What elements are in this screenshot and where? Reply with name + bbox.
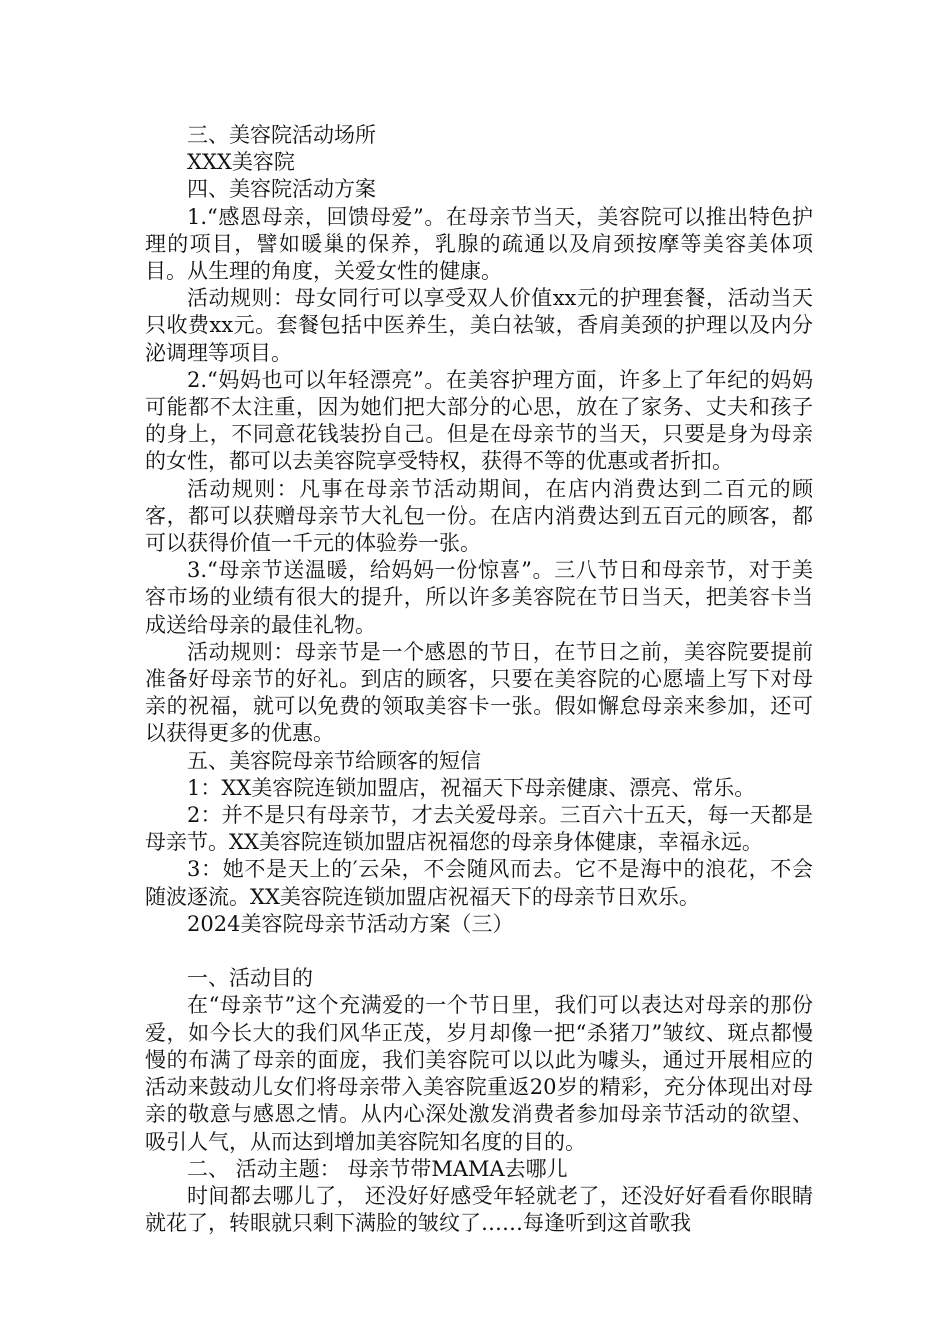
plan-item-2: 2.“妈妈也可以年轻漂亮”。在美容护理方面，许多上了年纪的妈妈可能都不太注重，因为她们把大部分的心思，放在了家务、丈夫和孩子的身上，不同意花钱装扮自己。但是在母亲节的当天，只要是身为母亲的女性，都可以去美容院享受特权，获得不等的优惠或者折扣。 — [145, 367, 813, 474]
plan-item-1-rules: 活动规则：母女同行可以享受双人价值xx元的护理套餐，活动当天只收费xx元。套餐包括中医养生，美白祛皱，香肩美颈的护理以及内分泌调理等项目。 — [145, 286, 813, 365]
venue-name: XXX美容院 — [187, 150, 295, 175]
sms-item-1: 1：XX美容院连锁加盟店，祝福天下母亲健康、漂亮、常乐。 — [187, 775, 756, 800]
sms-item-3: 3：她不是天上的′云朵，不会随风而去。它不是海中的浪花，不会随波逐流。XX美容院连锁加盟店祝福天下的母亲节日欢乐。 — [145, 857, 813, 909]
plan-item-3-rules: 活动规则：母亲节是一个感恩的节日，在节日之前，美容院要提前准备好母亲节的好礼。到店的顾客，只要在美容院的心愿墙上写下对母亲的祝福，就可以免费的领取美容卡一张。假如懈怠母亲来参加，还可以获得更多的优惠。 — [145, 639, 813, 746]
section-heading-theme: 二、 活动主题： 母亲节带MAMA去哪儿 — [187, 1156, 568, 1181]
blank-line — [145, 938, 813, 965]
purpose-paragraph: 在“母亲节”这个充满爱的一个节日里，我们可以表达对母亲的那份爱，如今长大的我们风华正茂，岁月却像一把“杀猪刀”皱纹、斑点都慢慢的布满了母亲的面庞，我们美容院可以以此为噱头，通过开展相应的活动来鼓动儿女们将母亲带入美容院重返20岁的精彩，充分体现出对母亲的敬意与感恩之情。从内心深处激发消费者参加母亲节活动的欲望、吸引人气，从而达到增加美容院知名度的目的。 — [145, 993, 813, 1154]
sms-item-2: 2：并不是只有母亲节，才去关爱母亲。三百六十五天，每一天都是母亲节。XX美容院连锁加盟店祝福您的母亲身体健康，幸福永远。 — [145, 803, 813, 855]
section-heading-sms: 五、美容院母亲节给顾客的短信 — [187, 748, 481, 773]
plan-item-2-rules: 活动规则：凡事在母亲节活动期间，在店内消费达到二百元的顾客，都可以获赠母亲节大礼包一份。在店内消费达到五百元的顾客，都可以获得价值一千元的体验券一张。 — [145, 476, 813, 556]
section-heading-venue: 三、美容院活动场所 — [187, 123, 376, 147]
section-heading-purpose: 一、活动目的 — [187, 966, 313, 991]
section-heading-plan: 四、美容院活动方案 — [187, 177, 376, 202]
theme-paragraph: 时间都去哪儿了， 还没好好感受年轻就老了，还没好好看看你眼睛就花了，转眼就只剩下满脸的皱纹了……每逢听到这首歌我 — [145, 1183, 813, 1236]
plan-item-1: 1.“感恩母亲，回馈母爱”。在母亲节当天，美容院可以推出特色护理的项目，譬如暖巢的保养，乳腺的疏通以及肩颈按摩等美容美体项目。从生理的角度，关爱女性的健康。 — [145, 204, 813, 284]
plan-item-3: 3.“母亲节送温暖，给妈妈一份惊喜”。三八节日和母亲节，对于美容市场的业绩有很大的提升，所以许多美容院在节日当天，把美容卡当成送给母亲的最佳礼物。 — [145, 558, 813, 637]
document-subtitle: 2024美容院母亲节活动方案（三） — [187, 911, 514, 936]
document-body — [145, 122, 813, 1237]
